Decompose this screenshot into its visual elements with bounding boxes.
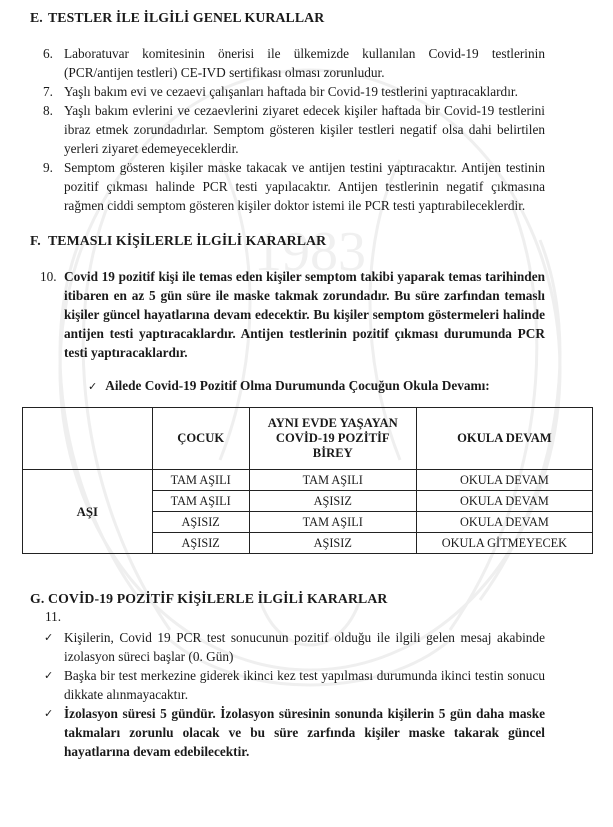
section-e-title: TESTLER İLE İLGİLİ GENEL KURALLAR (48, 10, 325, 25)
check-icon: ✓ (88, 380, 98, 393)
item-number: 7. (43, 84, 53, 99)
bullet-text: İzolasyon süresi 5 gündür. İzolasyon süresinin sonunda kişilerin 5 gün daha maske takmaları zorunlu olacak ve bu süre zarfında kişiler maske takarak güncel hayatlarına devam edebilecektir. (64, 706, 545, 759)
school-attendance-table (22, 407, 593, 554)
item-text: Laboratuvar komitesinin önerisi ile ülkemizde kullanılan Covid-19 testlerinin (PCR/antijen testleri) CE-IVD sertifikası olması zorunludur. (64, 46, 545, 80)
table-cell: AŞISIZ (152, 512, 249, 533)
table-caption (88, 378, 490, 394)
header-cell-child: ÇOCUK (152, 408, 249, 470)
item-number: 8. (43, 103, 53, 118)
table-header-row (23, 408, 593, 470)
section-g-heading (30, 591, 387, 607)
list-item-8 (43, 101, 545, 158)
list-item-7 (43, 82, 545, 101)
watermark-year: 1983 (254, 221, 366, 283)
table-cell: TAM AŞILI (152, 491, 249, 512)
bullet-item (44, 666, 545, 704)
item-number: 10. (40, 269, 57, 284)
table-caption-text: Ailede Covid-19 Pozitif Olma Durumunda Çocuğun Okula Devamı: (105, 378, 490, 393)
item-number: 9. (43, 160, 53, 175)
table-cell: TAM AŞILI (152, 470, 249, 491)
table-cell: AŞISIZ (249, 491, 416, 512)
table-cell: TAM AŞILI (249, 512, 416, 533)
section-g-title: COVİD-19 POZİTİF KİŞİLERLE İLGİLİ KARARLAR (48, 591, 388, 606)
table-cell: OKULA DEVAM (416, 512, 592, 533)
table-cell: OKULA GİTMEYECEK (416, 533, 592, 554)
table-cell: TAM AŞILI (249, 470, 416, 491)
bullet-text: Başka bir test merkezine giderek ikinci kez test yapılması durumunda ikinci testin sonucu dikkate alınmayacaktır. (64, 668, 545, 702)
list-item-10 (40, 267, 545, 362)
bullet-item (44, 628, 545, 666)
check-icon: ✓ (44, 669, 54, 682)
header-cell-positive-member: AYNI EVDE YAŞAYAN COVİD-19 POZİTİF BİREY (249, 408, 416, 470)
bullet-item (44, 704, 545, 761)
table-cell: OKULA DEVAM (416, 470, 592, 491)
item-number-11: 11. (45, 609, 62, 624)
section-g-letter: G. (30, 591, 45, 606)
list-item-9 (43, 158, 545, 215)
table-cell: AŞISIZ (249, 533, 416, 554)
item-text: Semptom gösteren kişiler maske takacak ve antijen testini yaptıracaktır. Antijen testinin pozitif çıkması halinde PCR testi yapılacaktır. Antijen testlerinin negatif çıkmasına rağmen ciddi semptom gösteren kişiler doktor istemi ile PCR testi yaptırabileceklerdir. (64, 160, 545, 213)
table-row (23, 470, 593, 491)
item-number: 6. (43, 46, 53, 61)
section-f-title: TEMASLI KİŞİLERLE İLGİLİ KARARLAR (48, 233, 327, 248)
check-icon: ✓ (44, 707, 54, 720)
check-icon: ✓ (44, 631, 54, 644)
header-cell-empty (23, 408, 153, 470)
item-text: Covid 19 pozitif kişi ile temas eden kişiler semptom takibi yaparak temas tarihinden itibaren en az 5 gün süre ile maske takmak zorundadır. Bu süre zarfından temaslı kişiler güncel hayatlarına devam edecektir. Bu kişiler semptom göstermeleri halinde antijen testi yaptıracaklardır. Antijen testlerinin pozitif çıkması durumunda PCR testi yaptıracaklardır. (64, 269, 545, 360)
header-cell-attendance: OKULA DEVAM (416, 408, 592, 470)
section-f-heading (30, 233, 326, 249)
list-item-6 (43, 44, 545, 82)
table-cell: AŞISIZ (152, 533, 249, 554)
section-e-letter: E. (30, 10, 43, 25)
row-group-label: AŞI (23, 470, 153, 554)
item-text: Yaşlı bakım evlerini ve cezaevlerini ziyaret edecek kişiler haftada bir Covid-19 testlerini ibraz etmek zorundadırlar. Semptom gösteren kişiler testleri negatif olsa dahi belirtilen yerleri ziyaret edemeyeceklerdir. (64, 103, 545, 156)
bullet-text: Kişilerin, Covid 19 PCR test sonucunun pozitif olduğu ile ilgili gelen mesaj akabinde izolasyon süreci başlar (0. Gün) (64, 630, 545, 664)
section-e-heading (30, 10, 324, 26)
item-text: Yaşlı bakım evi ve cezaevi çalışanları haftada bir Covid-19 testlerini yaptıracaklardır. (64, 84, 518, 99)
table-cell: OKULA DEVAM (416, 491, 592, 512)
section-f-letter: F. (30, 233, 41, 248)
